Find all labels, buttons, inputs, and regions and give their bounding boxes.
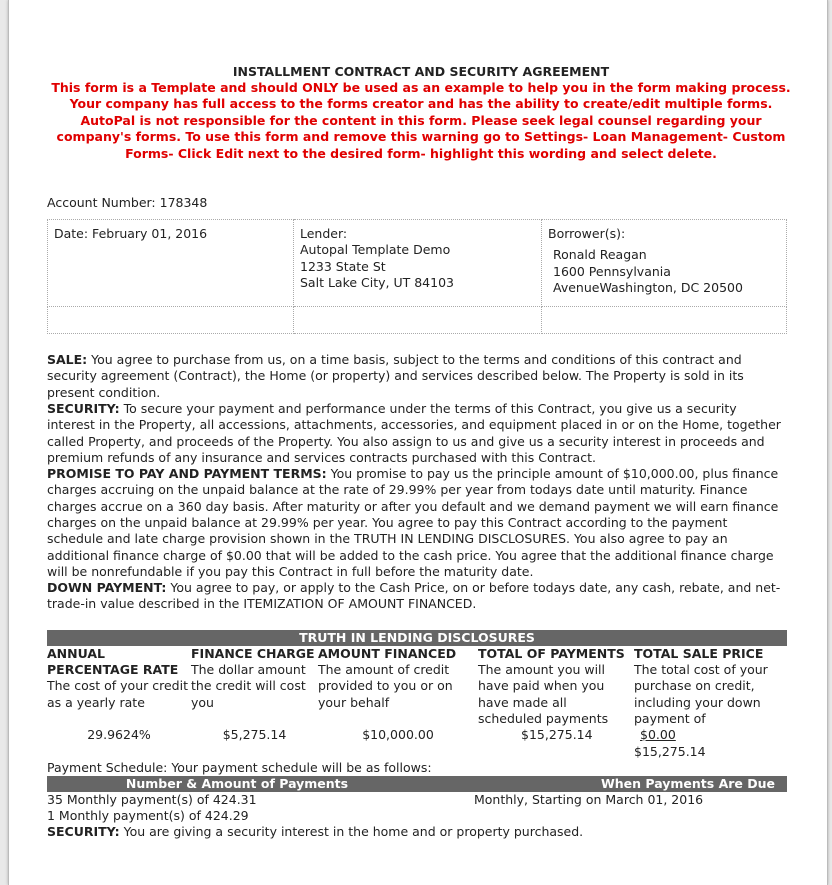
borrower-cell — [542, 220, 787, 307]
schedule-row1-right: Monthly, Starting on March 01, 2016 — [474, 791, 704, 807]
tila-table — [47, 646, 787, 760]
af-label: AMOUNT FINANCED — [318, 645, 457, 661]
down-payment-clause — [47, 580, 787, 613]
sale-text: You agree to purchase from us, on a time basis, subject to the terms and conditions of this contract and security agreement (Contract), the Home (or property) and services described below. The Property is sold in its present condition. — [47, 352, 744, 400]
down-label: DOWN PAYMENT: — [47, 580, 167, 596]
lender-city: Salt Lake City, UT 84103 — [300, 275, 454, 291]
fc-value: $5,275.14 — [222, 727, 287, 743]
tsp-down-value: $0.00 — [640, 727, 676, 743]
lender-name: Autopal Template Demo — [300, 242, 451, 258]
schedule-label: Payment Schedule: Your payment schedule will be as follows: — [47, 759, 432, 775]
security-label: SECURITY: — [47, 400, 120, 416]
total-payments-column — [478, 646, 634, 727]
security2-label: SECURITY: — [47, 823, 120, 839]
tp-label: TOTAL OF PAYMENTS — [478, 645, 625, 661]
apr-desc: The cost of your credit as a yearly rate — [47, 678, 188, 710]
finance-charge-column — [191, 646, 318, 727]
contract-terms — [47, 352, 787, 613]
borrower-street: 1600 Pennsylvania — [553, 263, 671, 279]
empty-cell — [48, 307, 294, 334]
document-page — [8, 0, 828, 885]
security-footer — [47, 824, 787, 840]
schedule-row — [47, 792, 787, 808]
document-body — [47, 64, 795, 840]
lender-label: Lender: — [300, 226, 348, 242]
lender-street: 1233 State St — [300, 258, 386, 274]
fc-desc: The dollar amount the credit will cost you — [191, 662, 306, 710]
promise-clause — [47, 466, 787, 580]
tsp-values — [634, 727, 787, 760]
sale-clause — [47, 352, 787, 401]
apr-column — [47, 646, 191, 727]
apr-label: ANNUAL PERCENTAGE RATE — [47, 645, 179, 678]
contract-date: Date: February 01, 2016 — [54, 226, 208, 242]
amount-financed-column — [318, 646, 478, 727]
down-text: You agree to pay, or apply to the Cash Price, on or before todays date, any cash, rebate, and net-trade-in value described in the ITEMIZATION OF AMOUNT FINANCED. — [47, 580, 781, 612]
borrower-city: AvenueWashington, DC 20500 — [553, 280, 743, 296]
schedule-row — [47, 808, 787, 824]
schedule-col-right: When Payments Are Due — [600, 775, 775, 791]
account-number: Account Number: 178348 — [47, 195, 208, 211]
tp-desc: The amount you will have paid when you have made all scheduled payments — [478, 662, 609, 726]
tsp-label: TOTAL SALE PRICE — [634, 645, 764, 661]
security-clause — [47, 401, 787, 466]
lender-cell — [294, 220, 542, 307]
sale-label: SALE: — [47, 352, 88, 368]
schedule-col-left: Number & Amount of Payments — [125, 775, 349, 791]
promise-text: You promise to pay us the principle amount of $10,000.00, plus finance charges accruing on the unpaid balance at the rate of 29.99% per year from todays date until maturity. Finance charges accrue on a 360 day basis. After maturity or after you default and we demand payment we will earn finance charges on the unpaid balance at 29.99% per year. You agree to pay this Contract according to the payment schedule and late charge provision shown in the TRUTH IN LENDING DISCLOSURES. You also agree to pay an additional finance charge of $0.00 that will be added to the cash price. You agree that the additional finance charge will be nonrefundable if you pay this Contract in full before the maturity date. — [47, 466, 779, 579]
af-desc: The amount of credit provided to you or on your behalf — [318, 662, 453, 710]
parties-table — [47, 219, 787, 334]
fc-label: FINANCE CHARGE — [191, 645, 315, 661]
security2-text: You are giving a security interest in the home and or property purchased. — [119, 823, 584, 839]
schedule-header — [47, 776, 787, 792]
template-warning: This form is a Template and should ONLY be used as an example to help you in the form making process. Your company has full access to the forms creator and has the ability to create/edit multiple forms. AutoPal is not responsible for the content in this form. Please seek legal counsel regarding your company's forms. To use this form and remove this warning go to Settings- Loan Management- Custom Forms- Click Edit next to the desired form- highlight this wording and select delete. — [51, 80, 791, 161]
date-cell — [48, 220, 294, 307]
document-title: INSTALLMENT CONTRACT AND SECURITY AGREEMENT — [232, 64, 610, 79]
empty-cell — [294, 307, 542, 334]
total-sale-price-column — [634, 646, 787, 727]
borrower-label: Borrower(s): — [548, 226, 626, 242]
tsp-value: $15,275.14 — [634, 743, 706, 759]
empty-cell — [542, 307, 787, 334]
tila-heading: TRUTH IN LENDING DISCLOSURES — [47, 630, 787, 646]
promise-label: PROMISE TO PAY AND PAYMENT TERMS: — [47, 466, 327, 482]
schedule-row2-left: 1 Monthly payment(s) of 424.29 — [47, 807, 249, 823]
tsp-desc: The total cost of your purchase on credit, including your down payment of — [634, 662, 768, 726]
af-value: $10,000.00 — [362, 727, 434, 743]
tp-value: $15,275.14 — [521, 727, 593, 743]
apr-value: 29.9624% — [87, 727, 151, 743]
security-text: To secure your payment and performance under the terms of this Contract, you give us a security interest in the Property, all accessions, attachments, accessories, and equipment placed in or on the Home, together called Property, and proceeds of the Property. You also assign to us and give us a security interest in proceeds and premium refunds of any insurance and services contracts purchased with this Contract. — [47, 400, 781, 465]
borrower-name: Ronald Reagan — [553, 247, 647, 263]
schedule-row1-left: 35 Monthly payment(s) of 424.31 — [47, 791, 257, 807]
